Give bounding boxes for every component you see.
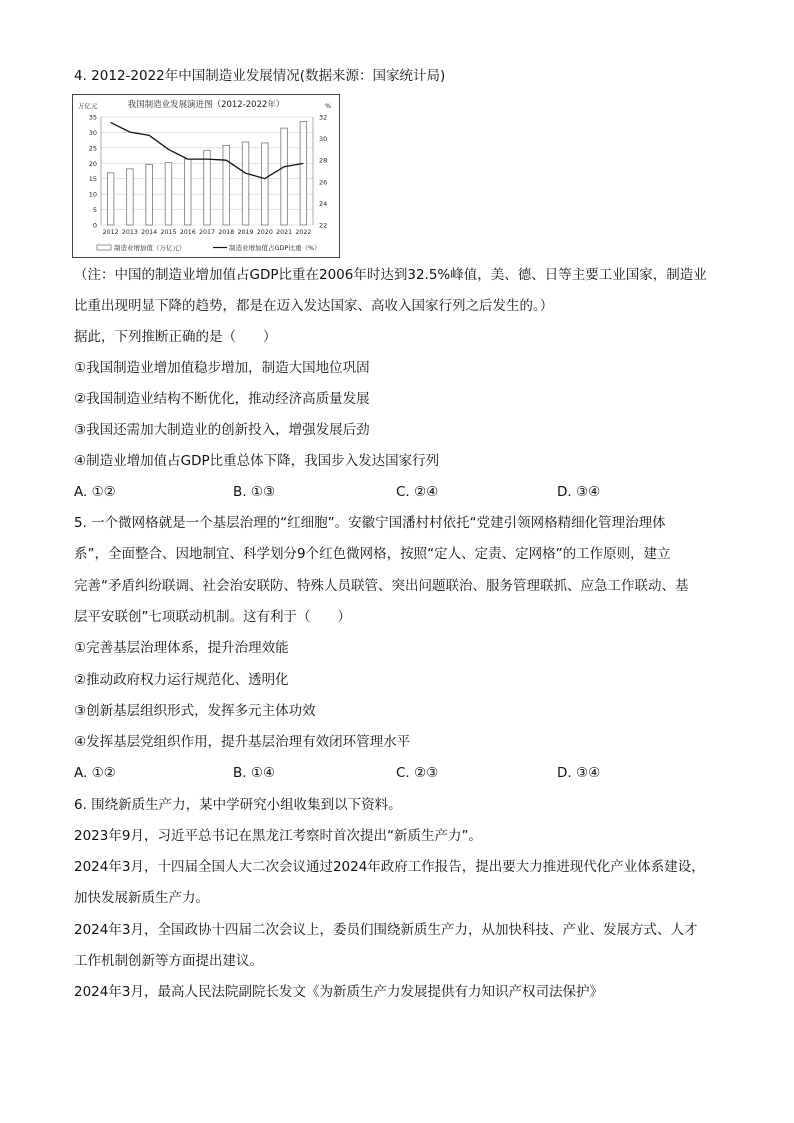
q5-item-1: ①完善基层治理体系，提升治理效能 bbox=[74, 640, 289, 656]
bar bbox=[184, 159, 191, 225]
q4-option-a[interactable]: A. ①② bbox=[74, 484, 116, 500]
bar bbox=[281, 128, 288, 225]
q5-stem-line3: 完善“矛盾纠纷联调、社会治安联防、特殊人员联管、突出问题联治、服务管理联抓、应急工作联动、基 bbox=[74, 578, 689, 594]
q6-material-1: 2023年9月，习近平总书记在黑龙江考察时首次提出“新质生产力”。 bbox=[74, 828, 482, 844]
chart-title: 我国制造业发展演进图（2012-2022年） bbox=[127, 100, 285, 110]
q4-option-c[interactable]: C. ②④ bbox=[396, 484, 439, 500]
left-tick-label: 35 bbox=[88, 113, 97, 122]
x-tick-label: 2017 bbox=[198, 229, 216, 236]
q6-material-2b: 加快发展新质生产力。 bbox=[74, 890, 209, 906]
bar bbox=[223, 145, 230, 225]
left-tick-label: 30 bbox=[88, 128, 97, 137]
q5-option-d[interactable]: D. ③④ bbox=[557, 765, 601, 781]
x-tick-label: 2022 bbox=[295, 229, 312, 236]
q4-item-1: ①我国制造业增加值稳步增加，制造大国地位巩固 bbox=[74, 360, 370, 376]
bar bbox=[146, 165, 153, 225]
right-tick-label: 22 bbox=[319, 221, 328, 230]
left-tick-label: 0 bbox=[92, 221, 97, 230]
q5-option-a[interactable]: A. ①② bbox=[74, 765, 116, 781]
x-tick-label: 2019 bbox=[237, 229, 254, 236]
q5-item-3: ③创新基层组织形式，发挥多元主体功效 bbox=[74, 703, 316, 719]
legend-line-label: 制造业增加值占GDP比重（%） bbox=[229, 244, 321, 252]
left-tick-label: 5 bbox=[92, 206, 97, 215]
x-tick-label: 2021 bbox=[276, 229, 293, 236]
x-tick-label: 2013 bbox=[121, 229, 138, 236]
q4-option-b[interactable]: B. ①③ bbox=[233, 484, 276, 500]
q6-material-3a: 2024年3月，全国政协十四届二次会议上，委员们围绕新质生产力，从加快科技、产业、发展方式、人才 bbox=[74, 922, 698, 938]
bar bbox=[300, 122, 307, 225]
left-tick-label: 15 bbox=[88, 175, 97, 184]
chart-svg bbox=[73, 95, 339, 257]
right-tick-label: 30 bbox=[319, 135, 328, 144]
q4-item-2: ②我国制造业结构不断优化，推动经济高质量发展 bbox=[74, 391, 370, 407]
chart-right-unit: % bbox=[325, 102, 332, 110]
right-tick-label: 24 bbox=[319, 199, 328, 208]
legend-bar-label: 制造业增加值（万亿元） bbox=[114, 244, 186, 252]
q5-stem-line2: 系”，全面整合、因地制宜、科学划分9个红色微网格，按照“定人、定责、定网格”的工作原则，建立 bbox=[74, 546, 671, 562]
q6-material-2a: 2024年3月，十四届全国人大二次会议通过2024年政府工作报告，提出要大力推进现代化产业体系建设， bbox=[74, 859, 705, 875]
left-tick-label: 25 bbox=[88, 144, 97, 153]
bar bbox=[204, 150, 211, 225]
q6-material-4: 2024年3月，最高人民法院副院长发文《为新质生产力发展提供有力知识产权司法保护》 bbox=[74, 984, 603, 1000]
q5-item-4: ④发挥基层党组织作用，提升基层治理有效闭环管理水平 bbox=[74, 734, 411, 750]
bar bbox=[165, 163, 172, 225]
bar bbox=[242, 142, 249, 225]
q6-stem: 6. 围绕新质生产力，某中学研究小组收集到以下资料。 bbox=[74, 797, 402, 813]
right-tick-label: 28 bbox=[319, 156, 328, 165]
bar bbox=[107, 173, 114, 225]
q5-option-b[interactable]: B. ①④ bbox=[233, 765, 276, 781]
q5-stem-line4: 层平安联创”七项联动机制。这有利于（ ） bbox=[74, 609, 351, 625]
q5-option-c[interactable]: C. ②③ bbox=[396, 765, 439, 781]
q5-item-2: ②推动政府权力运行规范化、透明化 bbox=[74, 672, 289, 688]
bar bbox=[127, 169, 134, 225]
q4-item-4: ④制造业增加值占GDP比重总体下降，我国步入发达国家行列 bbox=[74, 453, 440, 469]
x-tick-label: 2018 bbox=[218, 229, 235, 236]
q6-material-3b: 工作机制创新等方面提出建议。 bbox=[74, 953, 263, 969]
right-tick-label: 26 bbox=[319, 178, 328, 187]
q4-option-d[interactable]: D. ③④ bbox=[557, 484, 601, 500]
x-tick-label: 2015 bbox=[160, 229, 177, 236]
q4-prompt: 据此，下列推断正确的是（ ） bbox=[74, 329, 277, 345]
q4-note-line2: 比重出现明显下降的趋势，都是在迈入发达国家、高收入国家行列之后发生的。） bbox=[74, 298, 554, 314]
right-tick-label: 32 bbox=[319, 113, 328, 122]
legend-bar-swatch bbox=[97, 245, 111, 250]
q4-item-3: ③我国还需加大制造业的创新投入，增强发展后劲 bbox=[74, 422, 370, 438]
manufacturing-chart bbox=[72, 94, 340, 258]
chart-left-unit: 万亿元 bbox=[78, 102, 98, 110]
left-tick-label: 20 bbox=[88, 159, 97, 168]
bar bbox=[262, 143, 269, 225]
q4-note-line1: （注：中国的制造业增加值占GDP比重在2006年时达到32.5%峰值，美、德、日等主要工业国家，制造业 bbox=[74, 267, 707, 283]
x-tick-label: 2014 bbox=[141, 229, 158, 236]
q5-stem-line1: 5. 一个微网格就是一个基层治理的“红细胞”。安徽宁国潘村村依托“党建引领网格精细化管理治理体 bbox=[74, 515, 666, 531]
x-tick-label: 2020 bbox=[256, 229, 273, 236]
q4-heading: 4. 2012-2022年中国制造业发展情况(数据来源：国家统计局) bbox=[74, 68, 446, 84]
x-tick-label: 2016 bbox=[179, 229, 196, 236]
left-tick-label: 10 bbox=[88, 190, 97, 199]
x-tick-label: 2012 bbox=[102, 229, 119, 236]
